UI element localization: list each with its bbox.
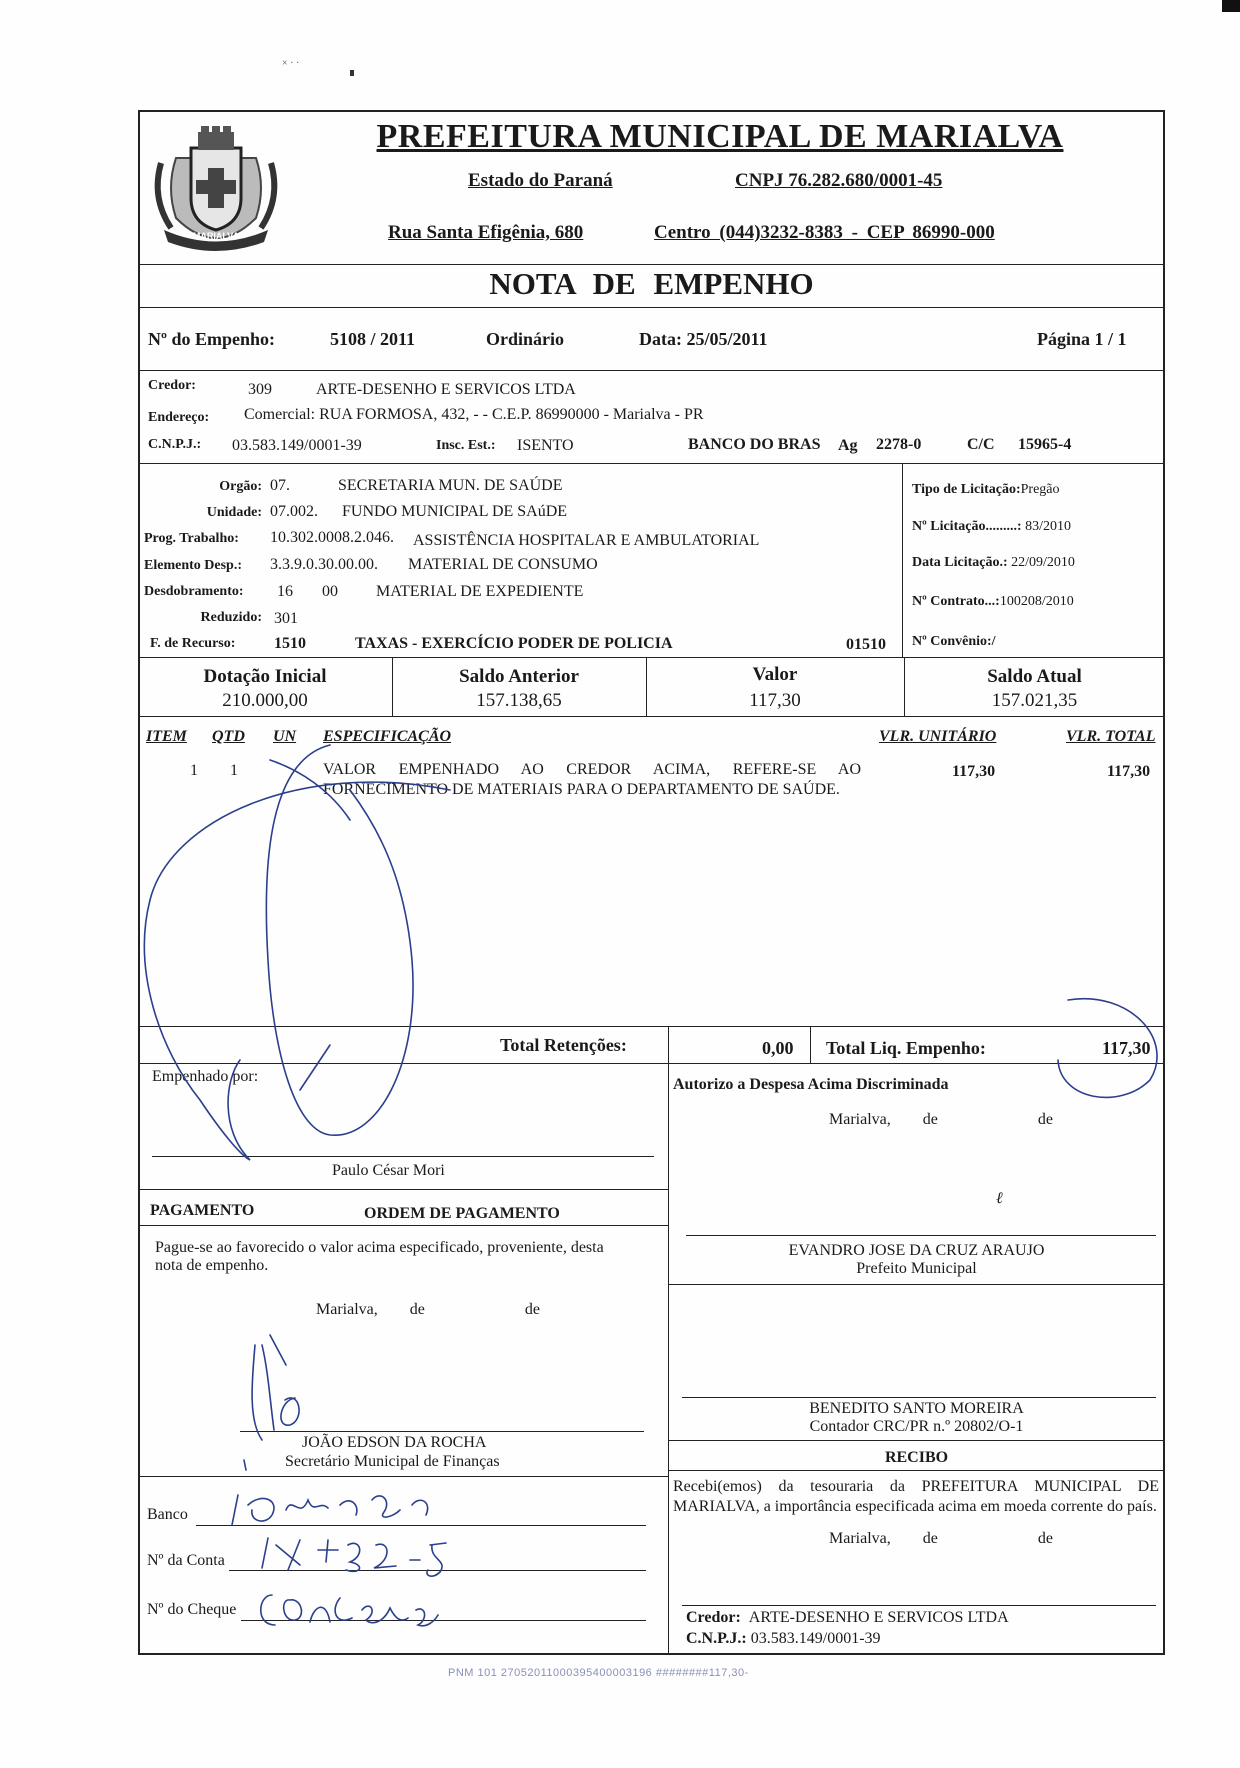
cheque-label: Nº do Cheque <box>147 1601 237 1618</box>
header-address: Centro (044)3232-8383 - CEP 86990-000 <box>654 222 995 243</box>
pagamento-name: JOÃO EDSON DA ROCHA <box>302 1434 487 1451</box>
autorizo-role: Prefeito Municipal <box>856 1260 977 1277</box>
empenhado-name: Paulo César Mori <box>332 1162 445 1179</box>
prog-code: 10.302.0008.2.046. <box>270 529 394 546</box>
empenho-type: Ordinário <box>486 329 565 349</box>
contador-name: BENEDITO SANTO MOREIRA <box>809 1400 1024 1417</box>
desdobramento-sub: 00 <box>322 583 338 600</box>
valor-value: 117,30 <box>749 690 801 711</box>
recurso-label: F. de Recurso: <box>150 636 236 651</box>
empenho-number: 5108 / 2011 <box>330 329 416 349</box>
dotacao-label: Dotação Inicial <box>203 666 327 687</box>
unidade-label: Unidade: <box>206 505 262 520</box>
recibo-date-line: Marialva, de de <box>829 1530 1053 1547</box>
page-title: PREFEITURA MUNICIPAL DE MARIALVA <box>376 118 1064 155</box>
ag-value: 2278-0 <box>876 436 922 453</box>
contador-role: Contador CRC/PR n.º 20802/O-1 <box>809 1418 1024 1435</box>
scan-marks: × · · <box>282 58 300 69</box>
insc-label: Insc. Est.: <box>436 438 496 453</box>
recibo-credor: Credor: ARTE-DESENHO E SERVICOS LTDA <box>686 1609 1009 1626</box>
recibo-cnpj: C.N.P.J.: 03.583.149/0001-39 <box>686 1630 881 1647</box>
header-cnpj: CNPJ 76.282.680/0001-45 <box>735 170 943 191</box>
valor-label: Valor <box>752 664 798 685</box>
autorizo-title: Autorizo a Despesa Acima Discriminada <box>673 1076 949 1093</box>
cheque-handwritten-value <box>470 1595 473 1596</box>
pagamento-text: Pague-se ao favorecido o valor acima especificado, proveniente, desta nota de empenho. <box>155 1239 604 1274</box>
saldo-atual-label: Saldo Atual <box>987 666 1082 687</box>
elemento-code: 3.3.9.0.30.00.00. <box>270 556 378 573</box>
ag-label: Ag <box>838 437 858 454</box>
item-vlr-unitario: 117,30 <box>952 763 996 780</box>
conta-handwritten-value <box>470 1545 474 1546</box>
col-vlr-total: VLR. TOTAL <box>1066 728 1156 745</box>
item-vlr-total: 117,30 <box>1107 763 1151 780</box>
liq-empenho-label: Total Liq. Empenho: <box>826 1038 986 1058</box>
pagamento-date-line: Marialva, de de <box>316 1301 540 1318</box>
prog-label: Prog. Trabalho: <box>144 531 239 546</box>
orgao-code: 07. <box>270 477 290 494</box>
address-label: Endereço: <box>148 410 210 425</box>
saldo-anterior-value: 157.138,65 <box>476 690 562 711</box>
cc-value: 15965-4 <box>1018 436 1072 453</box>
coat-of-arms <box>146 118 286 258</box>
ordem-pagamento-title: ORDEM DE PAGAMENTO <box>364 1205 560 1222</box>
liq-empenho-value: 117,30 <box>1102 1038 1151 1058</box>
scan-mark-dot <box>350 70 354 76</box>
col-item: ITEM <box>146 728 187 745</box>
doc-title: NOTA DE EMPENHO <box>489 266 814 301</box>
orgao-label: Orgão: <box>219 479 262 494</box>
recibo-text: Recebi(emos) da tesouraria da PREFEITURA MUNICIPAL DE MARIALVA, a importância especificada acima em moeda corrente do país. <box>673 1478 1159 1515</box>
empenho-page: Página 1 / 1 <box>1037 329 1127 349</box>
credor-cnpj-label: C.N.P.J.: <box>148 437 202 452</box>
dotacao-value: 210.000,00 <box>222 690 308 711</box>
col-vlr-unitario: VLR. UNITÁRIO <box>879 728 997 745</box>
recibo-title: RECIBO <box>884 1449 949 1466</box>
licitacao-tipo-label: Tipo de Licitação:Pregão <box>912 482 1060 497</box>
saldo-atual-value: 157.021,35 <box>991 690 1078 711</box>
orgao-name: SECRETARIA MUN. DE SAÚDE <box>338 477 563 494</box>
unidade-name: FUNDO MUNICIPAL DE SAúDE <box>342 503 568 520</box>
item-number: 1 <box>190 762 198 779</box>
credor-name: ARTE-DESENHO E SERVICOS LTDA <box>316 381 576 398</box>
unidade-code: 07.002. <box>270 503 318 520</box>
recurso-name: TAXAS - EXERCÍCIO PODER DE POLICIA <box>355 635 673 652</box>
desdobramento-code: 16 <box>277 583 293 600</box>
credor-label: Credor: <box>148 378 196 393</box>
licitacao-data: Data Licitação.: 22/09/2010 <box>912 555 1075 570</box>
cc-label: C/C <box>967 436 995 453</box>
col-qtd: QTD <box>212 728 245 745</box>
header-state: Estado do Paraná <box>468 170 613 191</box>
autorizo-name: EVANDRO JOSE DA CRUZ ARAUJO <box>788 1242 1045 1259</box>
licitacao-numero: Nº Licitação.........: 83/2010 <box>912 519 1071 534</box>
licitacao-convenio: Nº Convênio:/ <box>912 634 996 649</box>
prog-name: ASSISTÊNCIA HOSPITALAR E AMBULATORIAL <box>413 532 760 549</box>
pagamento-role: Secretário Municipal de Finanças <box>285 1453 500 1470</box>
desdobramento-name: MATERIAL DE EXPEDIENTE <box>376 583 584 600</box>
header-street: Rua Santa Efigênia, 680 <box>388 222 584 243</box>
autorizo-date-line: Marialva, de de <box>829 1111 1053 1128</box>
credor-address: Comercial: RUA FORMOSA, 432, - - C.E.P. 86990000 - Marialva - PR <box>244 406 704 423</box>
credor-cnpj: 03.583.149/0001-39 <box>232 437 362 454</box>
empenho-date: Data: 25/05/2011 <box>639 329 768 349</box>
banco-handwritten-value <box>470 1498 473 1499</box>
insc-value: ISENTO <box>517 437 574 454</box>
retencoes-value: 0,00 <box>762 1038 794 1058</box>
reduzido-value: 301 <box>274 610 298 627</box>
footer-code: PNM 101 27052011000395400003196 ########117,30- <box>448 1667 749 1679</box>
col-un: UN <box>273 728 297 745</box>
retencoes-label: Total Retenções: <box>500 1035 627 1055</box>
licitacao-contrato: Nº Contrato...:100208/2010 <box>912 594 1074 609</box>
crest-banner: MARIALVA <box>192 231 240 241</box>
item-especificacao: VALOR EMPENHADO AO CREDOR ACIMA, REFERE-SE AO FORNECIMENTO DE MATERIAIS PARA O DEPARTAMENTO DE SAÚDE. <box>323 761 861 798</box>
conta-label: Nº da Conta <box>147 1552 225 1569</box>
desdobramento-label: Desdobramento: <box>144 584 244 599</box>
elemento-name: MATERIAL DE CONSUMO <box>408 556 598 573</box>
saldo-anterior-label: Saldo Anterior <box>459 666 579 687</box>
pagamento-title: PAGAMENTO <box>150 1202 255 1219</box>
reduzido-label: Reduzido: <box>200 610 262 625</box>
empenhado-label: Empenhado por: <box>152 1068 259 1085</box>
recurso-number: 01510 <box>846 636 886 653</box>
credor-code: 309 <box>248 381 272 398</box>
scan-edge <box>1222 0 1240 12</box>
recurso-code: 1510 <box>274 635 306 652</box>
item-qtd: 1 <box>230 762 238 779</box>
bank-name: BANCO DO BRAS <box>688 436 821 453</box>
banco-label: Banco <box>147 1506 188 1523</box>
empenho-number-label: Nº do Empenho: <box>148 329 275 349</box>
autorizo-mark: ℓ <box>996 1190 1003 1207</box>
elemento-label: Elemento Desp.: <box>144 558 242 573</box>
col-especificacao: ESPECIFICAÇÃO <box>323 728 452 745</box>
